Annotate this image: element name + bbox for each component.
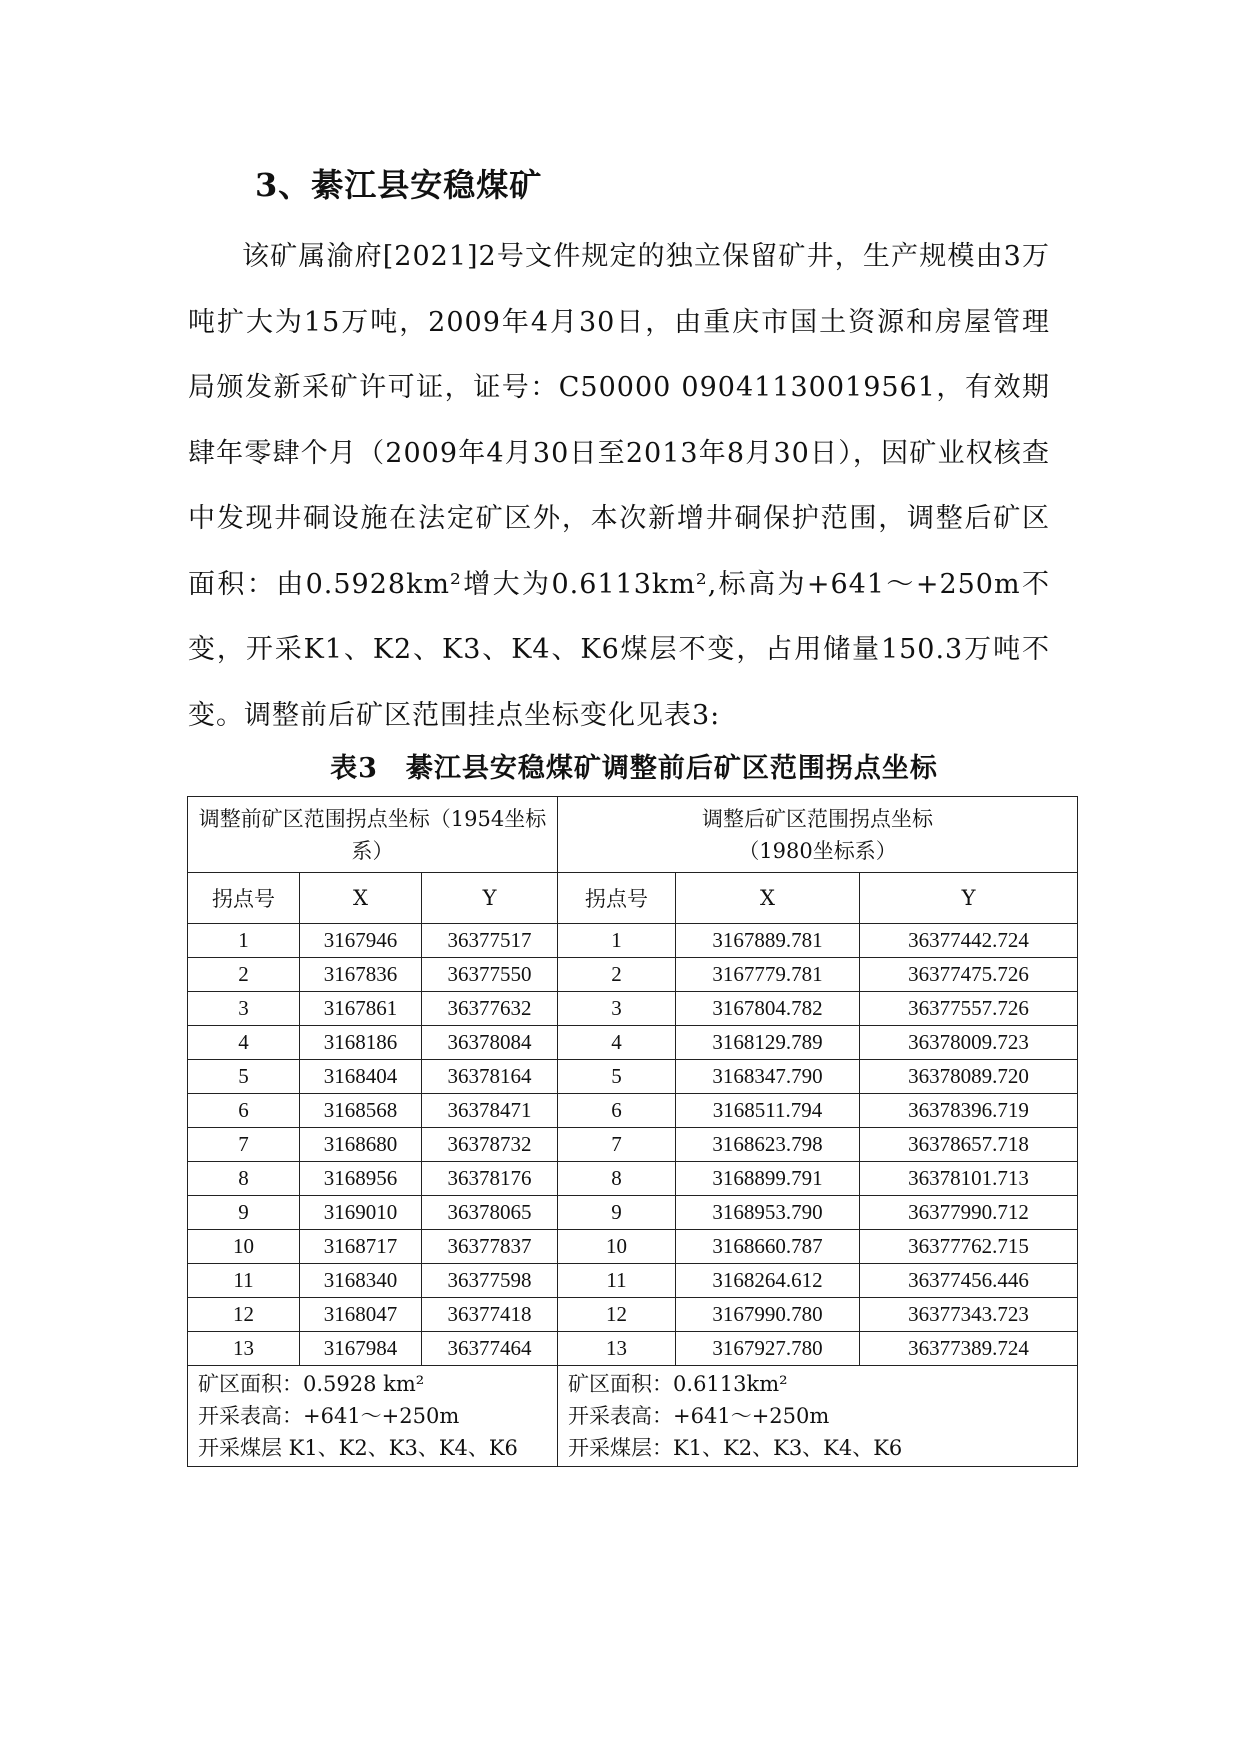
table-row [188, 958, 1078, 992]
cell-point-before: 13 [188, 1332, 300, 1366]
cell-y-before: 36377464 [422, 1332, 558, 1366]
cell-x-before: 3167984 [300, 1332, 422, 1366]
table-row [188, 1230, 1078, 1264]
table-caption: 表3 綦江县安稳煤矿调整前后矿区范围拐点坐标 [330, 753, 938, 784]
table-row [188, 1060, 1078, 1094]
cell-point-after: 4 [558, 1026, 676, 1060]
cell-point-after: 6 [558, 1094, 676, 1128]
col-header-x-before: X [300, 873, 422, 924]
footer-before-area: 矿区面积：0.5928 km² [198, 1372, 425, 1396]
cell-x-before: 3167861 [300, 992, 422, 1026]
section-paragraph: 该矿属渝府[2021]2号文件规定的独立保留矿井，生产规模由3万吨扩大为15万吨，2009年4月30日，由重庆市国土资源和房屋管理局颁发新采矿许可证，证号：C50000 09041130019561，有效期肆年零肆个月（2009年4月30日至2013年8月30日），因矿业权核查中发现井硐设施在法定矿区外，本次新增井硐保护范围，调整后矿区面积：由0.5928km²增大为0.6113km²,标高为+641～+250m不变，开采K1、K2、K3、K4、K6煤层不变，占用储量150.3万吨不变。调整前后矿区范围挂点坐标变化见表3: [188, 241, 1050, 731]
cell-y-before: 36377837 [422, 1230, 558, 1264]
cell-y-before: 36378176 [422, 1162, 558, 1196]
cell-point-after: 2 [558, 958, 676, 992]
cell-x-before: 3168680 [300, 1128, 422, 1162]
cell-y-after: 36377456.446 [860, 1264, 1078, 1298]
cell-x-after: 3167889.781 [676, 924, 860, 958]
table-row [188, 1094, 1078, 1128]
cell-point-before: 10 [188, 1230, 300, 1264]
col-header-point-after: 拐点号 [558, 873, 676, 924]
cell-point-after: 11 [558, 1264, 676, 1298]
cell-point-before: 9 [188, 1196, 300, 1230]
cell-x-after: 3168511.794 [676, 1094, 860, 1128]
cell-x-after: 3168129.789 [676, 1026, 860, 1060]
cell-point-after: 12 [558, 1298, 676, 1332]
cell-x-after: 3167990.780 [676, 1298, 860, 1332]
table-row [188, 992, 1078, 1026]
cell-point-before: 6 [188, 1094, 300, 1128]
cell-y-before: 36377598 [422, 1264, 558, 1298]
cell-point-after: 3 [558, 992, 676, 1026]
coordinate-table [187, 796, 1078, 1467]
footer-row [188, 1366, 1078, 1467]
cell-x-before: 3168047 [300, 1298, 422, 1332]
cell-y-after: 36378396.719 [860, 1094, 1078, 1128]
cell-point-after: 5 [558, 1060, 676, 1094]
cell-point-after: 1 [558, 924, 676, 958]
group-header-row [188, 797, 1078, 873]
cell-x-before: 3167946 [300, 924, 422, 958]
cell-y-after: 36377442.724 [860, 924, 1078, 958]
cell-y-before: 36378084 [422, 1026, 558, 1060]
cell-x-after: 3167779.781 [676, 958, 860, 992]
cell-y-before: 36378471 [422, 1094, 558, 1128]
cell-x-before: 3168404 [300, 1060, 422, 1094]
cell-x-after: 3168953.790 [676, 1196, 860, 1230]
column-header-row [188, 873, 1078, 924]
cell-x-before: 3169010 [300, 1196, 422, 1230]
cell-x-after: 3167927.780 [676, 1332, 860, 1366]
cell-point-before: 11 [188, 1264, 300, 1298]
table-row [188, 1026, 1078, 1060]
col-header-point-before: 拐点号 [188, 873, 300, 924]
cell-point-after: 8 [558, 1162, 676, 1196]
footer-after-area: 矿区面积：0.6113km² [568, 1372, 788, 1396]
footer-before-seams: 开采煤层 K1、K2、K3、K4、K6 [198, 1436, 518, 1460]
cell-y-after: 36377475.726 [860, 958, 1078, 992]
after-header-line1: 调整后矿区范围拐点坐标 [702, 806, 934, 831]
cell-y-after: 36378657.718 [860, 1128, 1078, 1162]
cell-point-after: 9 [558, 1196, 676, 1230]
cell-point-before: 8 [188, 1162, 300, 1196]
cell-y-before: 36377418 [422, 1298, 558, 1332]
cell-point-before: 3 [188, 992, 300, 1026]
table-row [188, 1332, 1078, 1366]
before-group-header: 调整前矿区范围拐点坐标（1954坐标系） [188, 797, 558, 873]
cell-point-before: 2 [188, 958, 300, 992]
cell-y-after: 36377762.715 [860, 1230, 1078, 1264]
col-header-x-after: X [676, 873, 860, 924]
cell-point-before: 4 [188, 1026, 300, 1060]
cell-y-after: 36378009.723 [860, 1026, 1078, 1060]
cell-x-before: 3168186 [300, 1026, 422, 1060]
cell-x-after: 3167804.782 [676, 992, 860, 1026]
after-header-line2: （1980坐标系） [738, 838, 897, 863]
cell-y-after: 36378089.720 [860, 1060, 1078, 1094]
cell-x-after: 3168347.790 [676, 1060, 860, 1094]
cell-point-after: 7 [558, 1128, 676, 1162]
cell-x-before: 3168956 [300, 1162, 422, 1196]
footer-before [188, 1366, 558, 1467]
cell-x-before: 3168717 [300, 1230, 422, 1264]
table-row [188, 1162, 1078, 1196]
cell-y-after: 36377990.712 [860, 1196, 1078, 1230]
cell-point-after: 13 [558, 1332, 676, 1366]
cell-x-after: 3168660.787 [676, 1230, 860, 1264]
cell-y-before: 36377550 [422, 958, 558, 992]
col-header-y-before: Y [422, 873, 558, 924]
cell-y-after: 36378101.713 [860, 1162, 1078, 1196]
cell-point-before: 7 [188, 1128, 300, 1162]
table-row [188, 1128, 1078, 1162]
col-header-y-after: Y [860, 873, 1078, 924]
cell-x-before: 3167836 [300, 958, 422, 992]
cell-x-after: 3168623.798 [676, 1128, 860, 1162]
cell-y-after: 36377389.724 [860, 1332, 1078, 1366]
cell-y-before: 36378065 [422, 1196, 558, 1230]
footer-after [558, 1366, 1078, 1467]
cell-y-before: 36378164 [422, 1060, 558, 1094]
table-row [188, 924, 1078, 958]
cell-y-before: 36378732 [422, 1128, 558, 1162]
cell-point-after: 10 [558, 1230, 676, 1264]
cell-y-before: 36377517 [422, 924, 558, 958]
table-row [188, 1298, 1078, 1332]
cell-x-before: 3168568 [300, 1094, 422, 1128]
cell-y-after: 36377557.726 [860, 992, 1078, 1026]
table-body [188, 924, 1078, 1366]
footer-after-seams: 开采煤层：K1、K2、K3、K4、K6 [568, 1436, 903, 1460]
cell-x-before: 3168340 [300, 1264, 422, 1298]
table-row [188, 1264, 1078, 1298]
cell-point-before: 12 [188, 1298, 300, 1332]
footer-before-elevation: 开采表高：+641～+250m [198, 1404, 460, 1428]
cell-x-after: 3168899.791 [676, 1162, 860, 1196]
section-heading: 3、綦江县安稳煤矿 [255, 166, 543, 204]
cell-x-after: 3168264.612 [676, 1264, 860, 1298]
table-row [188, 1196, 1078, 1230]
footer-after-elevation: 开采表高：+641～+250m [568, 1404, 830, 1428]
after-group-header [558, 797, 1078, 873]
cell-y-before: 36377632 [422, 992, 558, 1026]
cell-point-before: 5 [188, 1060, 300, 1094]
cell-point-before: 1 [188, 924, 300, 958]
cell-y-after: 36377343.723 [860, 1298, 1078, 1332]
